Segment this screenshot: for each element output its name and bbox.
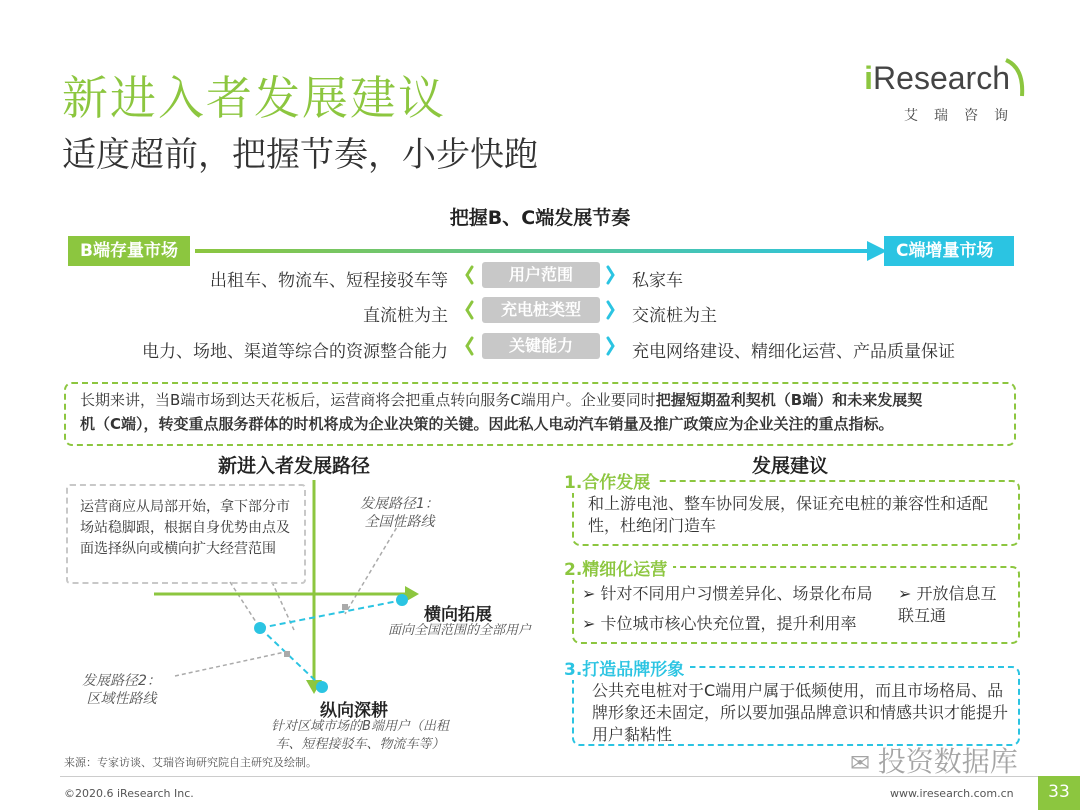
row2-right: 交流桩为主 (632, 306, 717, 326)
c-market-label: C端增量市场 (884, 236, 1014, 266)
advice1-title: 1.合作发展 (564, 468, 656, 493)
advice-heading: 发展建议 (752, 455, 829, 477)
advice2-title: 2.精细化运营 (564, 555, 673, 580)
row2-center: 充电桩类型 (482, 297, 600, 323)
advice3-text: 公共充电桩对于C端用户属于低频使用，而且市场格局、品牌形象还未固定，所以要加强品牌意识和情感共识才能提升用户黏粘性 (592, 681, 1009, 744)
bullet-icon: ➢ (582, 584, 601, 603)
row3-center: 关键能力 (482, 333, 600, 359)
b-market-label: B端存量市场 (68, 236, 190, 266)
horizontal-desc: 面向全国范围的全部用户 (388, 623, 532, 638)
footer-url: www.iresearch.com.cn (890, 787, 1014, 800)
path2-label: 发展路径2： 区域性路线 (82, 673, 161, 707)
vertical-desc: 针对区域市场的B端用户（出租车、短程接驳车、物流车等） (271, 719, 449, 752)
page-title: 新进入者发展建议 (62, 71, 446, 125)
path1-label: 发展路径1： 全国性路线 (360, 496, 439, 530)
page-number: 33 (1038, 776, 1080, 810)
row1-center: 用户范围 (482, 262, 600, 288)
advice2-bullet3: ➢ 开放信息互联互通 (898, 584, 997, 625)
row3-left: 电力、场地、渠道等综合的资源整合能力 (142, 342, 448, 362)
advice2-bullet1: ➢ 针对不同用户习惯差异化、场景化布局 (582, 584, 873, 603)
path-heading: 新进入者发展路径 (218, 455, 371, 477)
wechat-icon: ✉ (850, 749, 878, 777)
page-subtitle: 适度超前，把握节奏，小步快跑 (62, 135, 538, 175)
iresearch-logo-cn: 艾瑞咨询 (904, 108, 1024, 124)
advice3-title: 3.打造品牌形象 (564, 655, 690, 680)
watermark: ✉ 投资数据库 (850, 745, 1018, 778)
copyright: ©2020.6 iResearch Inc. (64, 787, 194, 800)
path-note: 运营商应从局部开始，拿下部分市场站稳脚跟，根据自身优势由点及面选择纵向或横向扩大经营范围 (80, 499, 290, 557)
horizontal-title: 横向拓展 (424, 605, 492, 625)
vertical-title: 纵向深耕 (320, 701, 388, 721)
logo-swoosh-icon (1004, 58, 1026, 98)
rhythm-heading: 把握B、C端发展节奏 (449, 207, 631, 229)
row1-left: 出租车、物流车、短程接驳车等 (210, 271, 448, 291)
iresearch-logo: iResearch (864, 60, 1010, 96)
summary-text: 长期来讲，当B端市场到达天花板后，运营商将会把重点转向服务C端用户。企业要同时把握短期盈利契机（B端）和未来发展契 机（C端），转变重点服务群体的时机将成为企业决策的关键。因此私人电动汽车销量及推广政策应为企业关注的重点指标。 (80, 391, 923, 433)
row3-right: 充电网络建设、精细化运营、产品质量保证 (632, 342, 955, 362)
source-note: 来源：专家访谈、艾瑞咨询研究院自主研究及绘制。 (64, 756, 317, 769)
advice2-bullet2: ➢ 卡位城市核心快充位置，提升利用率 (582, 614, 857, 633)
advice1-text: 和上游电池、整车协同发展，保证充电桩的兼容性和适配性，杜绝闭门造车 (588, 494, 989, 535)
row1-right: 私家车 (632, 271, 683, 291)
row2-left: 直流桩为主 (363, 306, 448, 326)
bullet-icon: ➢ (898, 584, 917, 603)
bullet-icon: ➢ (582, 614, 601, 633)
